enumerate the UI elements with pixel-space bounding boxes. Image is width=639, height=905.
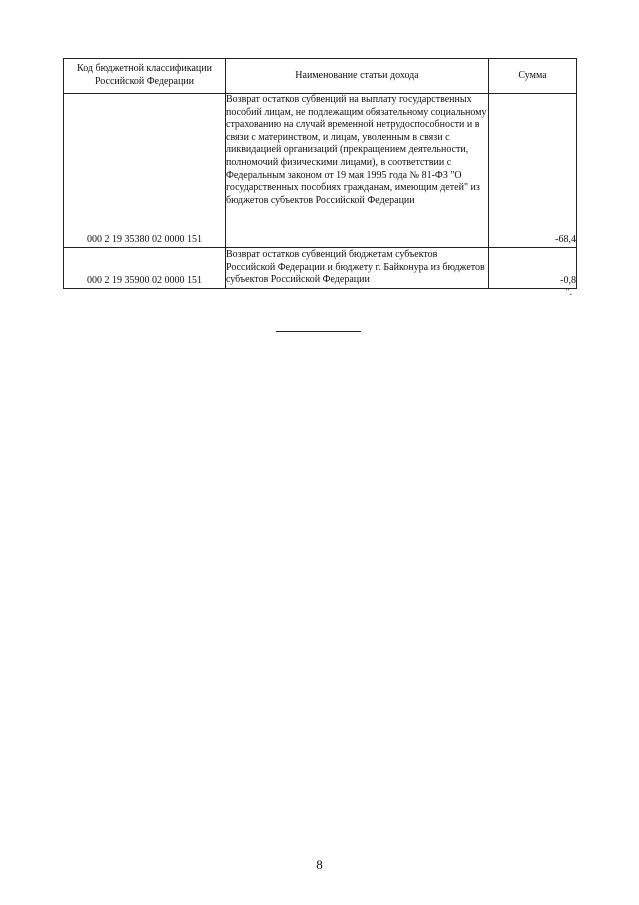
row-sum: -68,4 — [489, 94, 577, 248]
table-row — [64, 248, 577, 289]
header-code: Код бюджетной классификации Российской Федерации — [64, 59, 226, 94]
table-header-row — [64, 59, 577, 94]
row-sum: -0,8 — [489, 248, 577, 289]
separator-line — [276, 331, 361, 332]
header-name: Наименование статьи дохода — [226, 59, 489, 94]
row-code: 000 2 19 35900 02 0000 151 — [64, 248, 226, 289]
row-name: Возврат остатков субвенций бюджетам субъектов Российской Федерации и бюджету г. Байконура из бюджетов субъектов Российской Федерации — [226, 248, 489, 289]
row-name: Возврат остатков субвенций на выплату государственных пособий лицам, не подлежащим обязательному социальному страхованию на случай временной нетрудоспособности и в связи с материнством, и лицам, уволенным в связи с ликвидацией организаций (прекращением деятельности, полномочий физическими лицами), в соответствии с Федеральным законом от 19 мая 1995 года № 81-ФЗ "О государственных пособиях гражданам, имеющим детей" из бюджетов субъектов Российской Федерации — [226, 94, 489, 248]
row-code: 000 2 19 35380 02 0000 151 — [64, 94, 226, 248]
budget-revenue-table — [63, 58, 577, 289]
table-row — [64, 94, 577, 248]
header-sum: Сумма — [489, 59, 577, 94]
page-number: 8 — [316, 857, 323, 872]
closing-quote-mark: ". — [565, 286, 573, 298]
